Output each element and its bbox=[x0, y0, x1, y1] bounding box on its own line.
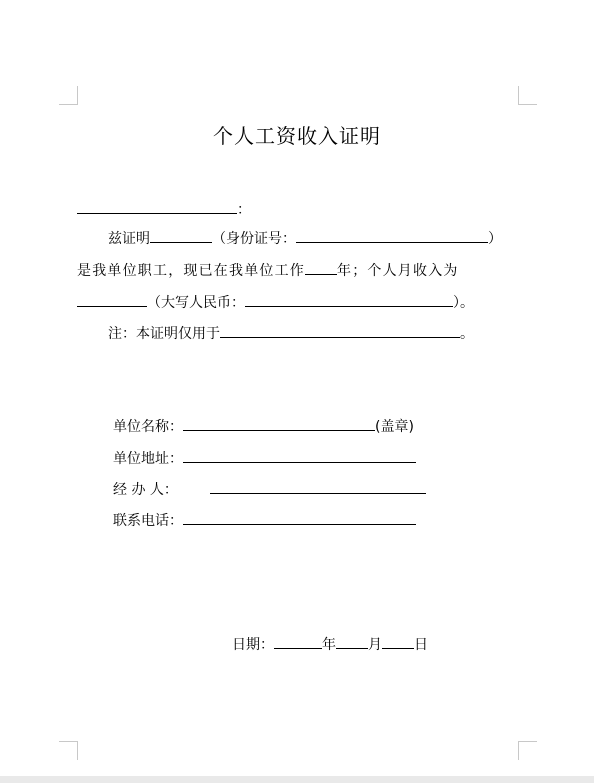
handler-row bbox=[113, 479, 426, 500]
month-label: 月 bbox=[368, 637, 382, 653]
page-corner-mark-bottom-right bbox=[518, 741, 537, 760]
seal-label: (盖章) bbox=[375, 419, 414, 435]
org-address-blank[interactable] bbox=[183, 448, 416, 463]
salutation-line bbox=[77, 199, 251, 220]
employment-text: 是我单位职工，现已在我单位工作 bbox=[77, 263, 305, 279]
salutation-colon: ： bbox=[237, 202, 251, 218]
date-label: 日期： bbox=[232, 637, 274, 653]
purpose-note-prefix: 注：本证明仅用于 bbox=[108, 326, 220, 342]
years-worked-blank[interactable] bbox=[305, 260, 337, 275]
monthly-income-blank[interactable] bbox=[77, 292, 147, 307]
recipient-blank[interactable] bbox=[77, 199, 237, 214]
org-address-label: 单位地址： bbox=[113, 451, 183, 467]
purpose-blank[interactable] bbox=[220, 323, 460, 338]
handler-label: 经 办 人： bbox=[113, 482, 178, 498]
rmb-uppercase-open: （大写人民币： bbox=[147, 295, 245, 311]
handler-blank[interactable] bbox=[210, 479, 426, 494]
employment-line bbox=[77, 260, 459, 281]
org-name-row bbox=[113, 416, 414, 437]
id-number-blank[interactable] bbox=[296, 228, 488, 243]
page-bottom-edge bbox=[0, 776, 594, 783]
monthly-income-text: 年；个人月收入为 bbox=[337, 263, 459, 279]
rmb-uppercase-close: ）。 bbox=[453, 295, 474, 311]
day-label: 日 bbox=[414, 637, 428, 653]
phone-label: 联系电话： bbox=[113, 513, 183, 529]
org-address-row bbox=[113, 448, 416, 469]
page-corner-mark-bottom-left bbox=[59, 741, 78, 760]
id-number-open: （身份证号： bbox=[212, 231, 296, 247]
page-corner-mark-top-left bbox=[59, 86, 78, 105]
certify-prefix: 兹证明 bbox=[108, 231, 150, 247]
purpose-note-suffix: 。 bbox=[460, 326, 474, 342]
id-number-close: ） bbox=[488, 231, 502, 247]
phone-row bbox=[113, 510, 416, 531]
document-title: 个人工资收入证明 bbox=[213, 124, 381, 148]
income-line bbox=[77, 292, 474, 313]
date-row bbox=[232, 634, 428, 655]
org-name-blank[interactable] bbox=[183, 416, 375, 431]
month-blank[interactable] bbox=[336, 634, 368, 649]
purpose-note-line bbox=[108, 323, 474, 344]
year-label: 年 bbox=[322, 637, 336, 653]
employee-name-blank[interactable] bbox=[150, 228, 212, 243]
page-corner-mark-top-right bbox=[518, 86, 537, 105]
phone-blank[interactable] bbox=[183, 510, 416, 525]
org-name-label: 单位名称： bbox=[113, 419, 183, 435]
rmb-uppercase-blank[interactable] bbox=[245, 292, 453, 307]
certify-line bbox=[108, 228, 502, 249]
day-blank[interactable] bbox=[382, 634, 414, 649]
year-blank[interactable] bbox=[274, 634, 322, 649]
